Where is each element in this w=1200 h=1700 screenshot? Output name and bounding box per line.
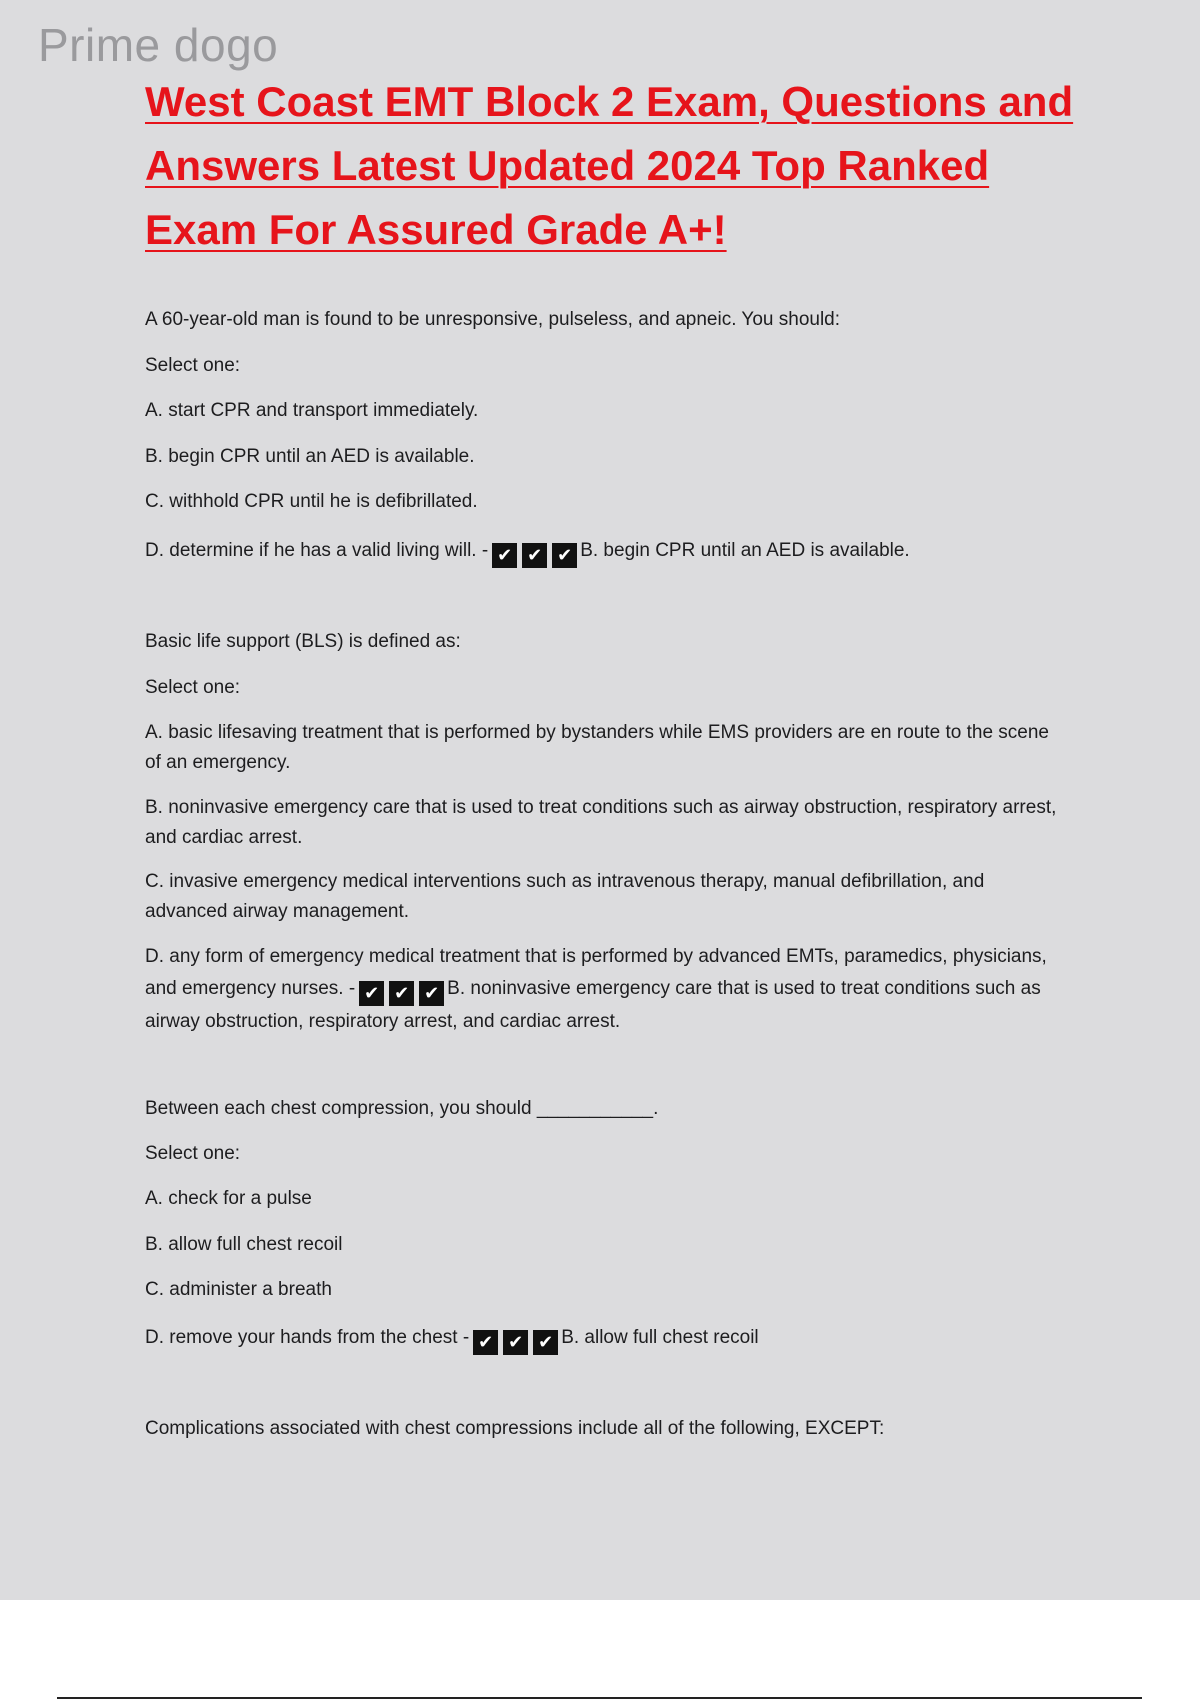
checkmark-icon: ✔ [389, 981, 414, 1006]
question-1-select-label: Select one: [145, 355, 241, 376]
question-2-option-c: C. invasive emergency medical interventions such as intravenous therapy, manual defibrillation, and advanced airway management. [145, 871, 985, 922]
document-title [145, 70, 1085, 262]
watermark: Prime dogo [38, 19, 279, 71]
question-3-option-b: B. allow full chest recoil [145, 1234, 343, 1255]
question-3-text: Between each chest compression, you should ___________. [145, 1098, 659, 1119]
question-1-answer: B. begin CPR until an AED is available. [580, 540, 910, 561]
checkmark-icon: ✔ [473, 1330, 498, 1355]
checkmark-icon: ✔ [503, 1330, 528, 1355]
title-line-2: Answers Latest Updated 2024 Top Ranked [145, 142, 990, 189]
question-3-option-c: C. administer a breath [145, 1279, 332, 1300]
checkmark-icon: ✔ [552, 543, 577, 568]
question-3-answer: B. allow full chest recoil [561, 1327, 759, 1348]
question-2-select-label: Select one: [145, 677, 241, 698]
question-3-option-d [145, 1323, 1065, 1355]
check-marks [359, 973, 449, 1006]
question-1-option-b: B. begin CPR until an AED is available. [145, 446, 475, 467]
checkmark-icon: ✔ [533, 1330, 558, 1355]
question-2-option-d [145, 941, 1065, 1038]
question-1-option-a: A. start CPR and transport immediately. [145, 400, 479, 421]
question-2-option-b: B. noninvasive emergency care that is used to treat conditions such as airway obstruction, respiratory arrest, and cardiac arrest. [145, 797, 1057, 848]
question-2-answer: B. noninvasive emergency care that is used to treat conditions such as airway obstruction, respiratory arrest, and cardiac arrest. [145, 978, 1041, 1032]
question-1-option-c: C. withhold CPR until he is defibrillated. [145, 491, 478, 512]
checkmark-icon: ✔ [359, 981, 384, 1006]
question-2-option-d-text: D. any form of emergency medical treatment that is performed by advanced EMTs, paramedics, physicians, and emergency nurses. - [145, 946, 1047, 999]
title-line-3: Exam For Assured Grade A+! [145, 206, 727, 253]
question-3-select-label: Select one: [145, 1143, 241, 1164]
checkmark-icon: ✔ [419, 981, 444, 1006]
question-4-text: Complications associated with chest compressions include all of the following, EXCEPT: [145, 1418, 885, 1439]
check-marks [473, 1323, 563, 1355]
check-marks [492, 536, 582, 568]
question-1-option-d [145, 536, 1065, 568]
question-3-option-a: A. check for a pulse [145, 1188, 312, 1209]
question-2-text: Basic life support (BLS) is defined as: [145, 631, 461, 652]
question-2-option-a: A. basic lifesaving treatment that is performed by bystanders while EMS providers are en route to the scene of an emergency. [145, 722, 1050, 773]
checkmark-icon: ✔ [492, 543, 517, 568]
checkmark-icon: ✔ [522, 543, 547, 568]
question-1-text: A 60-year-old man is found to be unresponsive, pulseless, and apneic. You should: [145, 309, 841, 330]
bottom-divider [57, 1697, 1142, 1699]
title-line-1: West Coast EMT Block 2 Exam, Questions and [145, 78, 1074, 125]
question-3-option-d-text: D. remove your hands from the chest - [145, 1327, 470, 1348]
question-1-option-d-text: D. determine if he has a valid living will. - [145, 540, 489, 561]
